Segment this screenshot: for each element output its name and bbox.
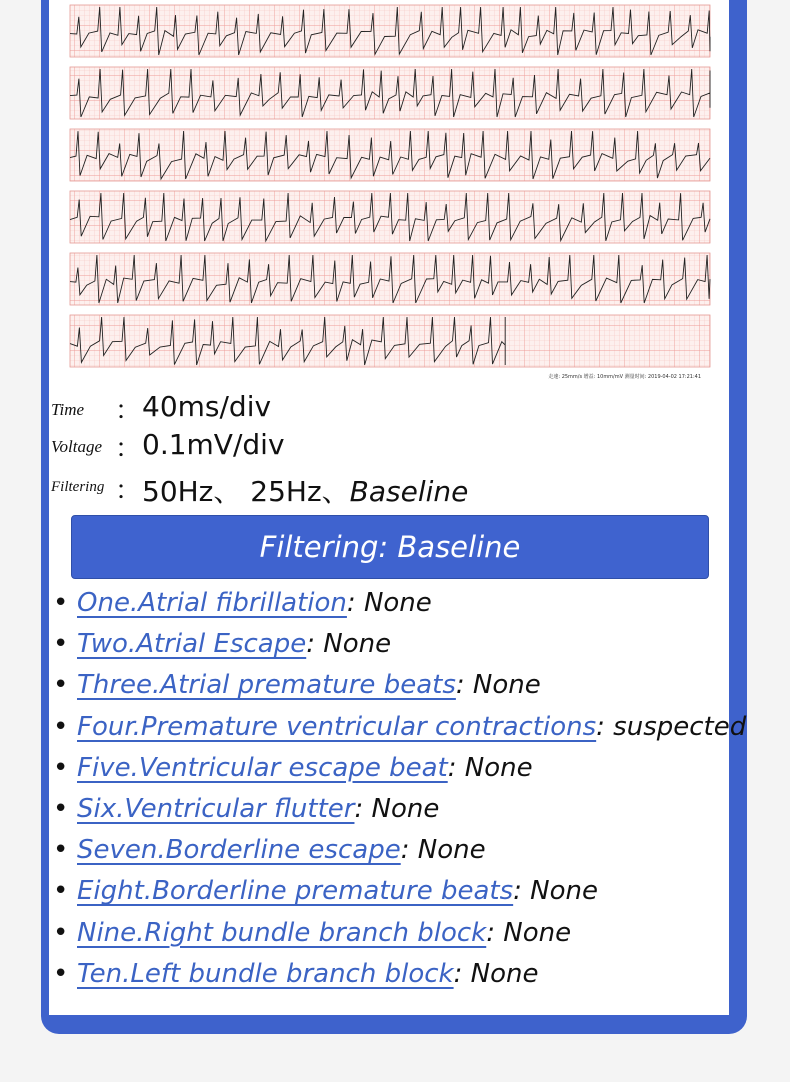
finding-link[interactable]: Nine.Right bundle branch block — [77, 917, 487, 948]
bullet-icon: • — [53, 793, 69, 824]
ecg-strip-grid — [70, 315, 710, 367]
finding-item — [49, 874, 729, 915]
time-value: 40ms/div — [142, 390, 272, 423]
finding-result: : None — [513, 876, 599, 907]
bullet-icon: • — [53, 958, 69, 989]
finding-link[interactable]: Six.Ventricular flutter — [77, 793, 355, 824]
voltage-value: 0.1mV/div — [142, 428, 285, 461]
finding-link[interactable]: Three.Atrial premature beats — [77, 670, 456, 701]
bullet-icon: • — [53, 588, 69, 618]
finding-link[interactable]: Ten.Left bundle branch block — [77, 958, 454, 989]
ecg-strip-grid — [70, 67, 710, 119]
filtering-value-italic: Baseline — [349, 475, 469, 508]
finding-link[interactable]: Four.Premature ventricular contractions — [77, 711, 597, 742]
finding-result: : None — [486, 917, 572, 948]
finding-link[interactable]: Eight.Borderline premature beats — [77, 876, 514, 907]
time-colon: ： — [115, 396, 142, 426]
finding-result: : None — [447, 752, 533, 783]
ecg-footer-text: 走速: 25mm/s 增益: 10mm/mV 测量时间: 2019-04-02 17:21:41 — [548, 374, 701, 380]
finding-result: : None — [455, 670, 541, 701]
filtering-row — [49, 470, 729, 508]
filtering-banner[interactable]: Filtering: Baseline — [71, 515, 709, 579]
finding-item — [49, 916, 729, 957]
finding-item — [49, 751, 729, 792]
voltage-colon: ： — [115, 434, 142, 464]
bullet-icon: • — [53, 876, 69, 907]
filtering-value — [142, 470, 468, 510]
bullet-icon: • — [53, 917, 69, 948]
voltage-row — [49, 428, 729, 466]
voltage-label: Voltage — [51, 437, 102, 456]
finding-result: : None — [346, 588, 432, 618]
finding-item — [49, 586, 729, 627]
finding-item — [49, 833, 729, 874]
report-panel — [49, 0, 747, 1015]
findings-list — [49, 586, 747, 998]
bullet-icon: • — [53, 752, 69, 783]
bullet-icon: • — [53, 670, 69, 701]
time-row — [49, 390, 729, 428]
finding-link[interactable]: One.Atrial fibrillation — [77, 588, 347, 618]
finding-item — [49, 668, 729, 709]
filtering-colon: ： — [115, 476, 142, 506]
filtering-value-plain: 50Hz、 25Hz、 — [142, 475, 350, 508]
bullet-icon: • — [53, 629, 69, 660]
finding-result: : None — [354, 793, 440, 824]
finding-item — [49, 957, 729, 998]
time-label: Time — [51, 400, 85, 419]
filtering-label: Filtering — [51, 479, 105, 495]
finding-item — [49, 792, 729, 833]
finding-result: : None — [306, 629, 392, 660]
bullet-icon: • — [53, 835, 69, 866]
ecg-recording — [49, 0, 729, 388]
finding-result: : None — [453, 958, 539, 989]
bullet-icon: • — [53, 711, 69, 742]
finding-link[interactable]: Two.Atrial Escape — [77, 629, 307, 660]
finding-link[interactable]: Five.Ventricular escape beat — [77, 752, 448, 783]
ecg-strip-grid — [70, 129, 710, 181]
finding-result: : suspected — [596, 711, 747, 742]
finding-link[interactable]: Seven.Borderline escape — [77, 835, 401, 866]
finding-item — [49, 627, 729, 668]
ecg-strip-grid — [70, 253, 710, 305]
finding-result: : None — [400, 835, 486, 866]
finding-item — [49, 710, 747, 751]
